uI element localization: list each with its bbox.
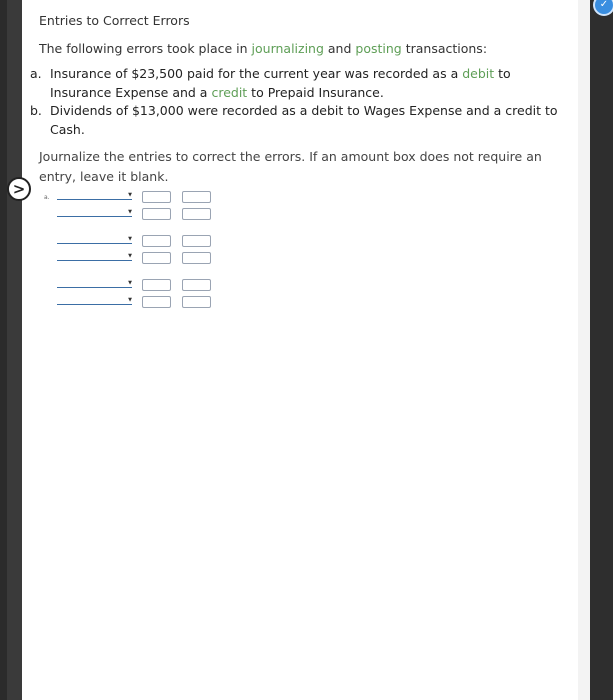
debit-amount-input[interactable] [142,191,171,203]
credit-link[interactable]: credit [211,85,248,100]
intro-text [39,41,487,56]
chevron-down-icon: ▼ [128,253,132,259]
chevron-down-icon: ▼ [128,280,132,286]
problem-b-line1: Dividends of $13,000 were recorded as a debit to Wages Expense and a credit to [50,103,558,118]
credit-amount-input[interactable] [182,191,211,203]
debit-amount-input[interactable] [142,279,171,291]
intro-suffix: transactions: [401,41,488,56]
chevron-down-icon: ▼ [128,192,132,198]
account-select[interactable] [57,237,132,244]
credit-amount-input[interactable] [182,279,211,291]
debit-amount-input[interactable] [142,208,171,220]
debit-amount-input[interactable] [142,252,171,264]
posting-link[interactable]: posting [355,41,402,56]
panel-scroll-edge [578,0,590,700]
chevron-down-icon: ▼ [128,297,132,303]
account-select[interactable] [57,210,132,217]
chevron-down-icon: ▼ [128,209,132,215]
problem-a-line2 [50,83,570,102]
account-select[interactable] [57,254,132,261]
right-frame-bar [590,0,613,700]
left-frame-bar [0,0,7,700]
text-span: Insurance of $23,500 paid for the current year was recorded as a [50,66,463,81]
text-span: to Prepaid Insurance. [247,85,384,100]
credit-amount-input[interactable] [182,208,211,220]
debit-amount-input[interactable] [142,235,171,247]
problem-a-line1 [50,64,570,83]
intro-mid: and [323,41,356,56]
problem-letter: a. [30,66,42,81]
intro-prefix: The following errors took place in [39,41,252,56]
problem-b [30,101,570,139]
expand-arrow-icon[interactable]: > [7,177,31,201]
credit-amount-input[interactable] [182,235,211,247]
journalizing-link[interactable]: journalizing [251,41,324,56]
account-select[interactable] [57,193,132,200]
text-span: Insurance Expense and a [50,85,212,100]
credit-amount-input[interactable] [182,296,211,308]
problem-letter: b. [30,103,42,118]
problem-a [30,64,570,102]
chevron-down-icon: ▼ [128,236,132,242]
instruction-text: Journalize the entries to correct the errors. If an amount box does not require an entry, leave it blank. [39,149,542,184]
debit-amount-input[interactable] [142,296,171,308]
problem-b-line2: Cash. [50,122,85,137]
page-title: Entries to Correct Errors [39,13,190,28]
text-span: to [494,66,511,81]
credit-amount-input[interactable] [182,252,211,264]
account-select[interactable] [57,281,132,288]
entry-label: a. [44,194,50,201]
debit-link[interactable]: debit [462,66,495,81]
account-select[interactable] [57,298,132,305]
check-badge-icon[interactable]: ✓ [593,0,613,16]
